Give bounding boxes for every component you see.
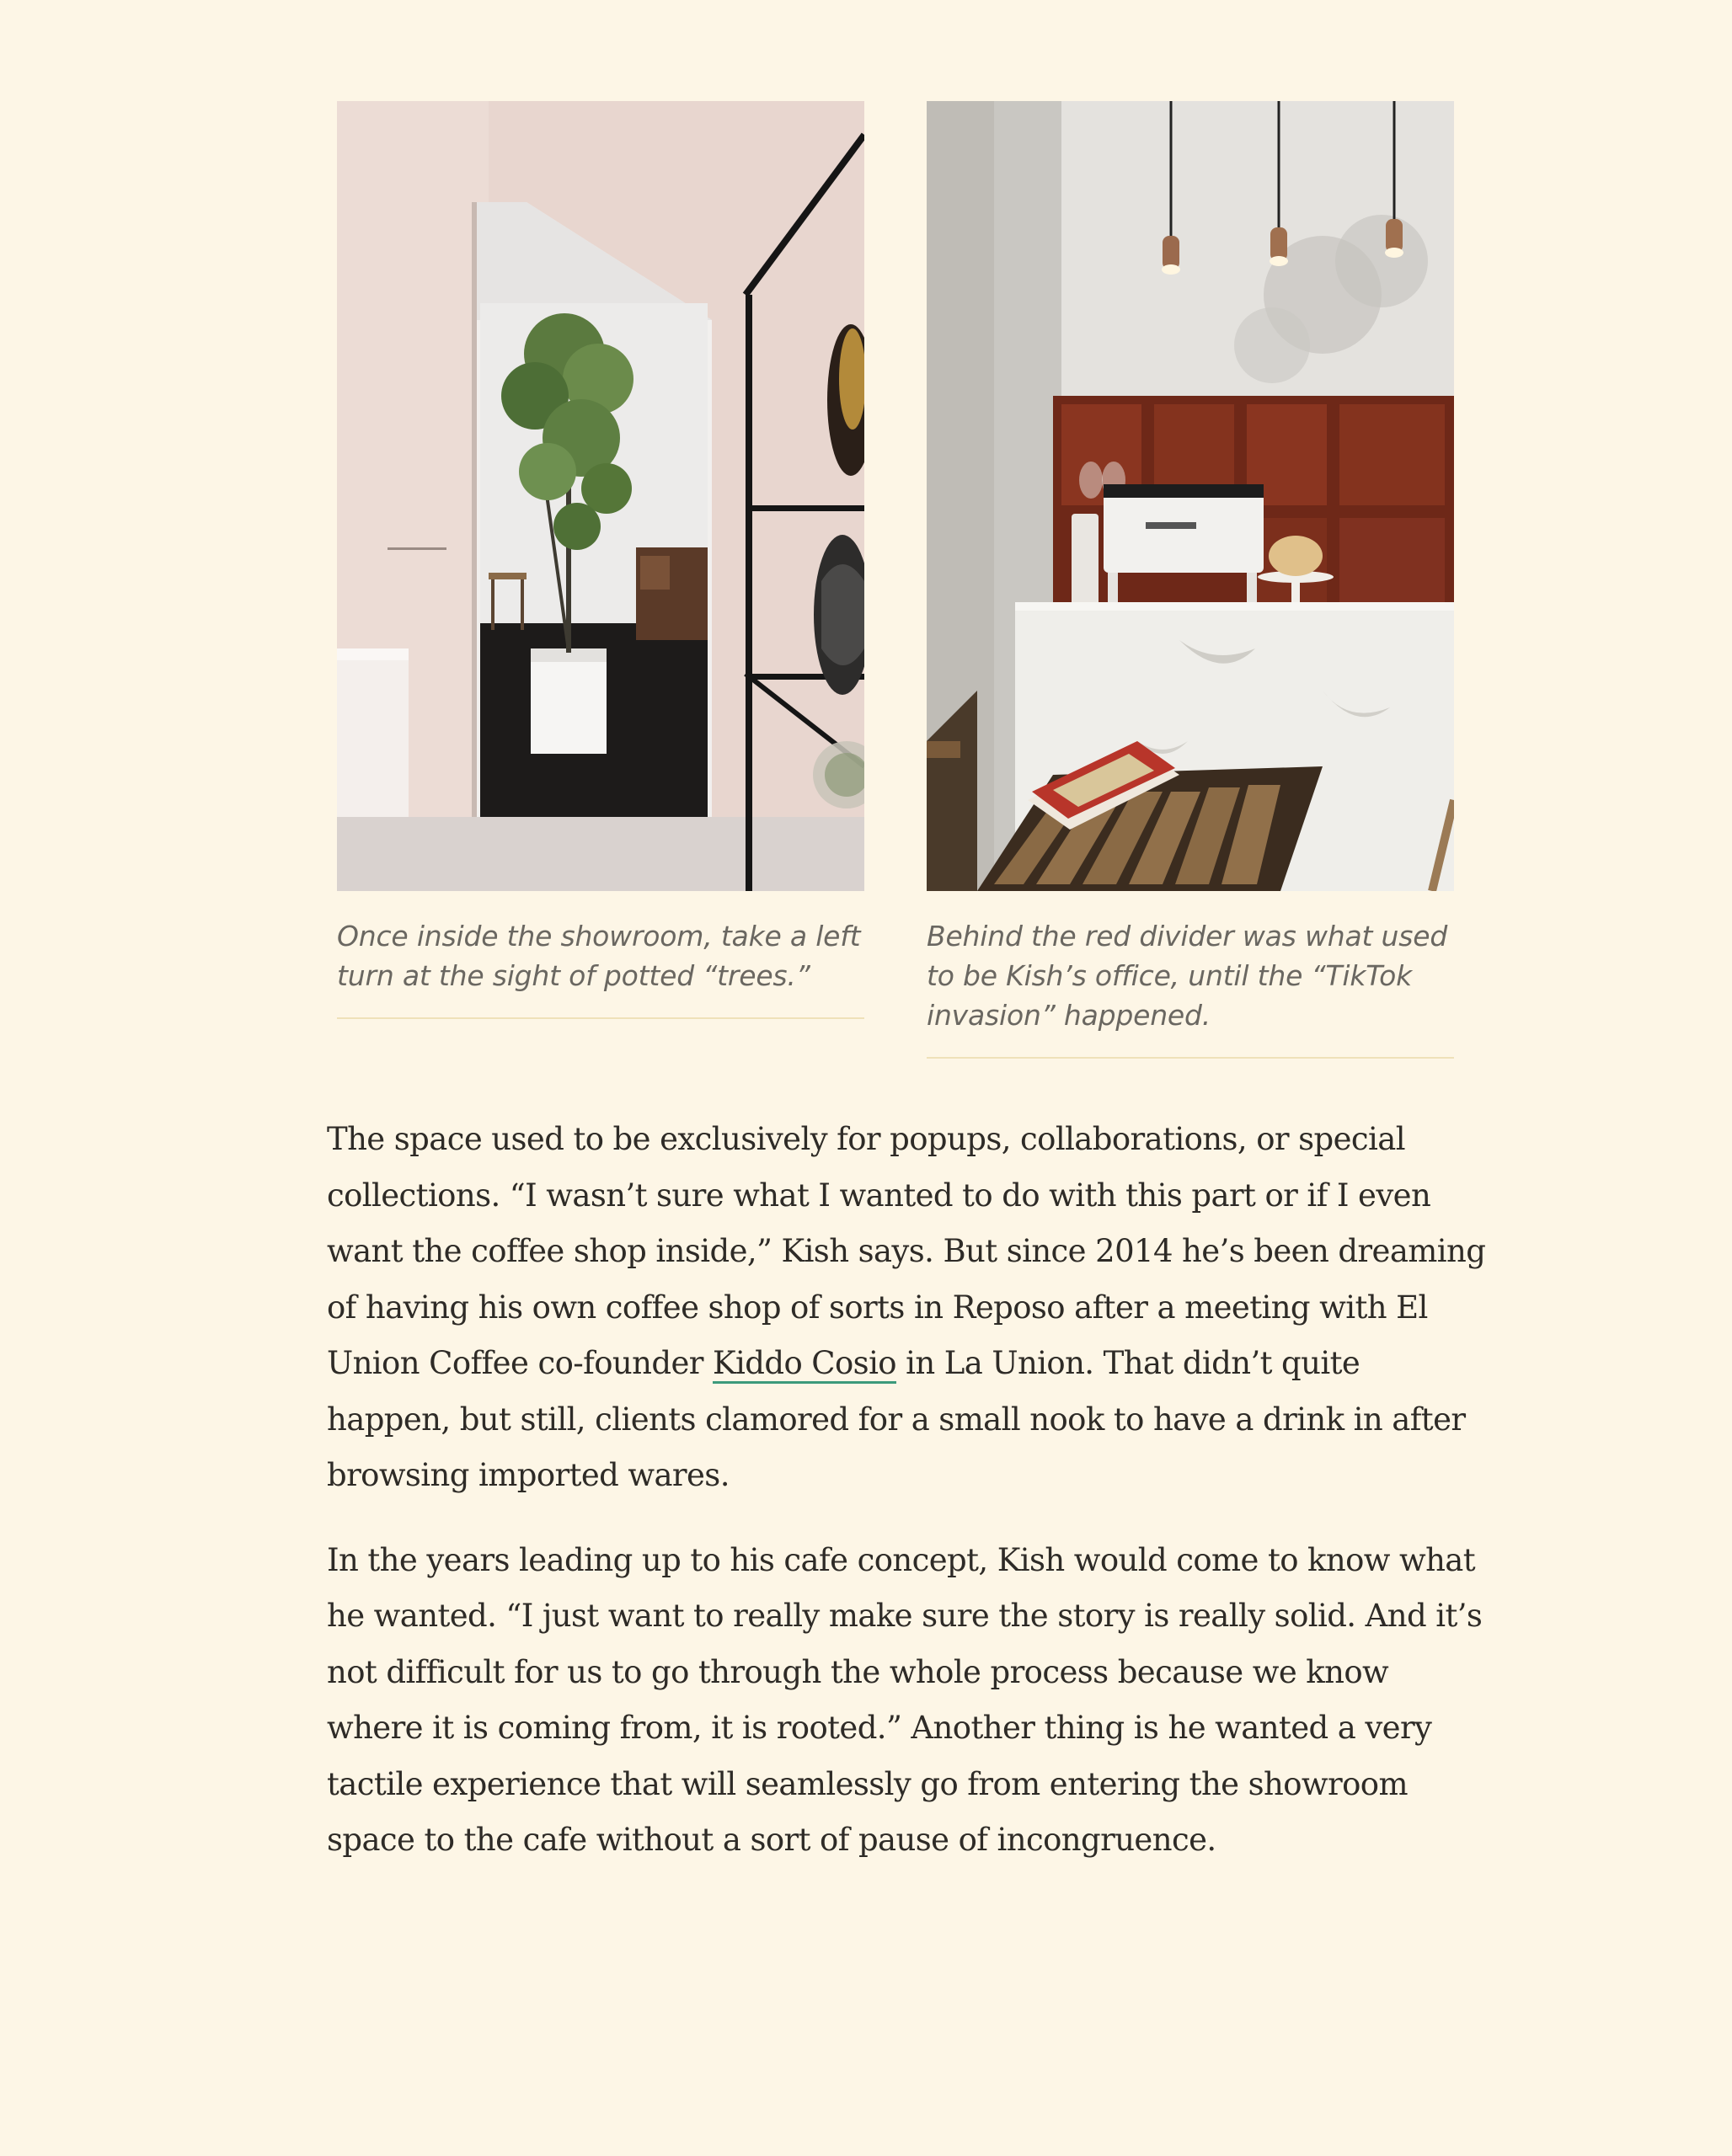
showroom-caption: Once inside the showroom, take a left turn at the sight of potted “trees.” xyxy=(337,916,864,1019)
paragraph-1-text-end: in La Union. That didn’t quite happen, but still, clients clamored for a small nook to have a drink in after browsing imported wares. xyxy=(327,1345,1466,1493)
cafe-photo[interactable] xyxy=(927,101,1454,891)
showroom-photo[interactable] xyxy=(337,101,864,891)
article-body xyxy=(327,1112,1489,1897)
figure-showroom xyxy=(337,101,864,1019)
paragraph-1-text-start: The space used to be exclusively for popups, collaborations, or special collections. “I wasn’t sure what I wanted to do with this part or if I even want the coffee shop inside,” Kish says. But since 2014 he’s been dreaming of having his own coffee shop of sorts in Reposo after a meeting with El Union Coffee co-founder xyxy=(327,1121,1486,1381)
figure-cafe xyxy=(927,101,1454,1059)
cafe-caption: Behind the red divider was what used to be Kish’s office, until the “TikTok invasion” happened. xyxy=(927,916,1454,1059)
kiddo-cosio-link[interactable]: Kiddo Cosio xyxy=(713,1345,896,1384)
photo-gallery xyxy=(337,101,1454,1061)
article-paragraph-2: In the years leading up to his cafe concept, Kish would come to know what he wanted. “I just want to really make sure the story is really solid. And it’s not difficult for us to go through the whole process because we know where it is coming from, it is rooted.” Another thing is he wanted a very tactile experience that will seamlessly go from entering the showroom space to the cafe without a sort of pause of incongruence. xyxy=(327,1541,1483,1858)
article-paragraph-1 xyxy=(327,1112,1489,1504)
